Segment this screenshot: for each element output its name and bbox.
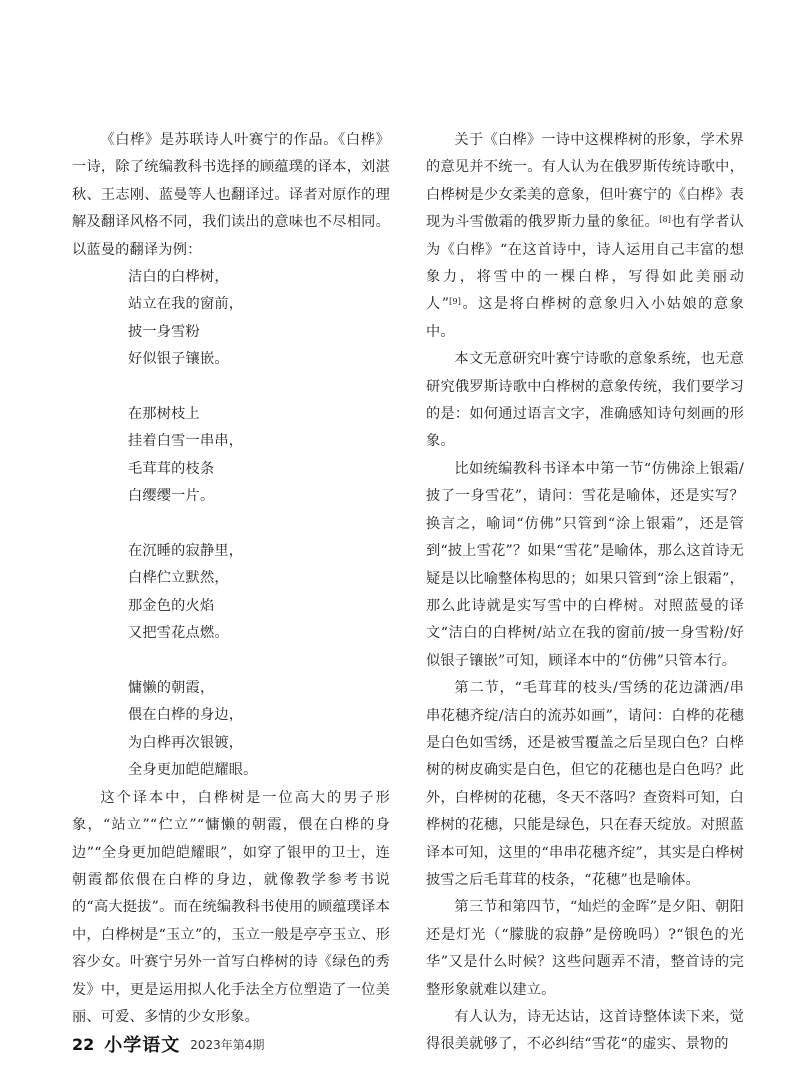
paragraph: 第二节，“毛茸茸的枝头/雪绣的花边潇洒/串串花穗齐绽/洁白的流苏如画”，请问：白桦的花穗是白色如雪绣，还是被雪覆盖之后呈现白色？白桦树的树皮确实是白色，但它的花穗也是白色吗？此外，白桦树的花穗，冬天不落吗？查资料可知，白桦树的花穗，只能是绿色，只在春天绽放。对照蓝译本可知，这里的“串串花穗齐绽”，其实是白桦树披雪之后毛茸茸的枝条，“花穗”也是喻体。 [426, 680, 744, 888]
stanza-gap [72, 511, 390, 538]
verse-line: 在沉睡的寂静里， [128, 543, 244, 560]
verse-line: 好似银子镶嵌。 [128, 351, 229, 368]
verse-line: 偎在白桦的身边， [128, 707, 244, 724]
citation: [9] [449, 297, 462, 307]
magazine-logo: 小学语文 [104, 1035, 181, 1056]
verse-line: 慵懒的朝霞， [128, 680, 215, 697]
paragraph: 第三节和第四节，“灿烂的金晖”是夕阳、朝阳还是灯光（“朦胧的寂静”是傍晚吗）?“银色的光华”又是什么时候？这些问题弄不清，整首诗的完整形象就难以建立。 [426, 899, 744, 998]
right-column [426, 127, 744, 1059]
issue-label: 2023年第4期 [190, 1037, 265, 1052]
paragraph-text: 。这是将白桦树的意象归入小姑娘的意象中。 [426, 296, 744, 340]
paragraph: 本文无意研究叶赛宁诗歌的意象系统，也无意研究俄罗斯诗歌中白桦树的意象传统，我们要学习的是：如何通过语言文字，准确感知诗句刻画的形象。 [426, 351, 744, 450]
verse-line: 全身更加皑皑耀眼。 [128, 762, 258, 779]
paragraph: 《白桦》是苏联诗人叶赛宁的作品。《白桦》一诗，除了统编教科书选择的顾蕴璞的译本，刘湛秋、王志刚、蓝曼等人也翻译过。译者对原作的理解及翻译风格不同，我们读出的意味也不尽相同。以蓝曼的翻译为例： [72, 132, 390, 258]
verse-line: 站立在我的窗前， [128, 296, 244, 313]
verse-line: 在那树枝上 [128, 406, 200, 423]
left-column [72, 127, 390, 1031]
paragraph: 比如统编教科书译本中第一节“仿佛涂上银霜/披了一身雪花”，请问：雪花是喻体，还是实写？换言之，喻词“仿佛”只管到“涂上银霜”，还是管到“披上雪花”？如果“雪花”是喻体，那么这首诗无疑是以比喻整体构思的；如果只管到“涂上银霜”，那么此诗就是实写雪中的白桦树。对照蓝曼的译文“洁白的白桦树/站立在我的窗前/披一身雪粉/好似银子镶嵌”可知，顾译本中的“仿佛”只管本行。 [426, 460, 744, 669]
verse-line: 挂着白雪一串串， [128, 433, 244, 450]
paragraph-text: 关于《白桦》一诗中这棵桦树的形象，学术界的意见并不统一。有人认为在俄罗斯传统诗歌中，白桦树是少女柔美的意象，但叶赛宁的《白桦》表现为斗雪傲霜的俄罗斯力量的象征。 [426, 132, 744, 231]
paragraph [426, 127, 744, 346]
paragraph-text: 也有学者认为《白桦》“在这首诗中，诗人运用自己丰富的想象力，将雪中的一棵白桦，写得如此美丽动人” [426, 214, 744, 313]
verse-line: 为白桦再次银镀， [128, 734, 244, 751]
stanza-gap [72, 374, 390, 401]
verse-line: 洁白的白桦树， [128, 269, 229, 286]
verse-line: 那金色的火焰 [128, 597, 215, 614]
page-number: 22 [72, 1034, 95, 1054]
verse-line: 又把雪花点燃。 [128, 625, 229, 642]
verse-line: 白缨缨一片。 [128, 488, 215, 505]
page-footer [72, 1032, 264, 1056]
verse-line: 毛茸茸的枝条 [128, 460, 215, 477]
citation: [8] [659, 215, 672, 225]
verse-line: 白桦伫立默然， [128, 570, 229, 587]
stanza-gap [72, 648, 390, 675]
verse-line: 披一身雪粉 [128, 323, 200, 340]
paragraph: 这个译本中，白桦树是一位高大的男子形象，“站立”“伫立”“慵懒的朝霞，偎在白桦的身边”“全身更加皑皑耀眼”，如穿了银甲的卫士，连朝霞都依偎在白桦的身边，就像教学参考书说的“高大挺拔”。而在统编教科书使用的顾蕴璞译本中，白桦树是“玉立”的，玉立一般是亭亭玉立、形容少女。叶赛宁另外一首写白桦树的诗《绿色的秀发》中，更是运用拟人化手法全方位塑造了一位美丽、可爱、多情的少女形象。 [72, 789, 390, 1025]
paragraph: 有人认为，诗无达诂，这首诗整体读下来，觉得很美就够了，不必纠结“雪花“的虚实、景物的 [426, 1009, 744, 1053]
